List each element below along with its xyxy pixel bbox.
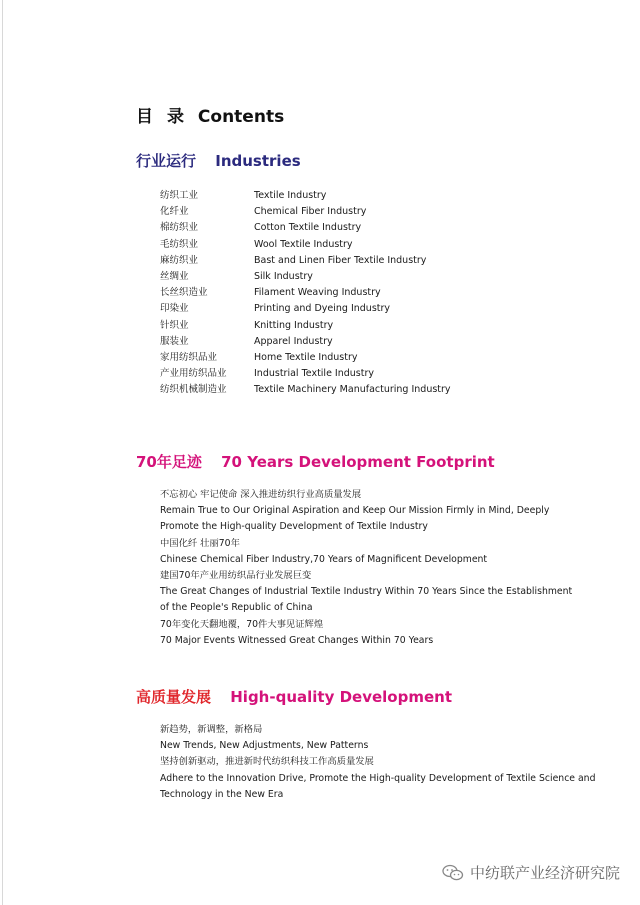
watermark-text: 中纺联产业经济研究院	[469, 864, 620, 882]
item-cn: 针织业	[160, 319, 189, 331]
section-heading-en: High-quality Development	[230, 688, 452, 706]
item-en: Knitting Industry	[254, 319, 334, 331]
text-line: 70年变化天翻地覆，70件大事见证辉煌	[160, 618, 324, 630]
page-edge-line	[2, 0, 3, 905]
item-en: Printing and Dyeing Industry	[254, 303, 391, 315]
page-title-en: Contents	[197, 107, 285, 127]
section-high-quality-entries	[160, 722, 595, 803]
wechat-icon	[442, 864, 464, 882]
text-line: New Trends, New Adjustments, New Patterns	[160, 740, 369, 752]
section-heading-cn: 高质量发展	[136, 688, 212, 706]
text-line: 中国化纤 壮丽70年	[160, 537, 240, 549]
section-heading-cn: 行业运行	[136, 152, 197, 170]
text-line: of the People's Republic of China	[160, 602, 313, 614]
item-en: Silk Industry	[254, 270, 313, 282]
item-cn: 麻纺织业	[160, 254, 199, 266]
section-heading-high-quality	[136, 686, 452, 707]
item-cn: 印染业	[160, 303, 189, 315]
item-en: Textile Industry	[254, 190, 327, 201]
text-line: Remain True to Our Original Aspiration and Keep Our Mission Firmly in Mind, Deeply	[160, 505, 550, 517]
item-cn: 长丝织造业	[160, 287, 208, 299]
item-en: Filament Weaving Industry	[254, 287, 381, 299]
item-en: Bast and Linen Fiber Textile Industry	[254, 254, 427, 266]
watermark	[442, 862, 620, 883]
section-heading-cn: 70年足迹	[136, 453, 202, 471]
item-cn: 化纤业	[160, 206, 189, 218]
text-line: 不忘初心 牢记使命 深入推进纺织行业高质量发展	[160, 489, 362, 500]
item-cn: 纺织机械制造业	[160, 384, 227, 396]
item-cn: 毛纺织业	[160, 238, 199, 250]
text-line: 新趋势，新调整，新格局	[160, 724, 263, 735]
item-cn: 纺织工业	[160, 190, 199, 201]
item-en: Chemical Fiber Industry	[254, 206, 367, 218]
section-70-years-entries	[160, 487, 572, 649]
section-heading-industries	[136, 150, 301, 171]
section-heading-en: Industries	[215, 152, 301, 170]
item-en: Home Textile Industry	[254, 351, 358, 363]
text-line: Technology in the New Era	[160, 788, 284, 800]
item-en: Textile Machinery Manufacturing Industry	[254, 384, 451, 396]
item-en: Cotton Textile Industry	[254, 222, 362, 234]
text-line: Promote the High-quality Development of Textile Industry	[160, 521, 428, 533]
item-cn: 丝绸业	[160, 270, 189, 282]
section-heading-en: 70 Years Development Footprint	[221, 453, 495, 471]
page-title-cn: 目录	[136, 107, 198, 127]
item-en: Apparel Industry	[254, 335, 333, 347]
text-line: Adhere to the Innovation Drive, Promote the High-quality Development of Textile Science and	[160, 772, 596, 784]
item-en: Wool Textile Industry	[254, 238, 353, 250]
item-cn: 棉纺织业	[160, 222, 199, 234]
item-cn: 服装业	[160, 335, 189, 347]
text-line: Chinese Chemical Fiber Industry,70 Years of Magnificent Development	[160, 553, 488, 565]
page-title	[136, 102, 284, 127]
item-en: Industrial Textile Industry	[254, 368, 375, 380]
text-line: 建国70年产业用纺织品行业发展巨变	[160, 570, 312, 582]
text-line: The Great Changes of Industrial Textile Industry Within 70 Years Since the Establishment	[160, 586, 573, 598]
item-cn: 家用纺织品业	[160, 351, 218, 363]
text-line: 70 Major Events Witnessed Great Changes Within 70 Years	[160, 634, 434, 646]
section-heading-70-years	[136, 451, 495, 472]
text-line: 坚持创新驱动，推进新时代纺织科技工作高质量发展	[160, 756, 374, 768]
item-cn: 产业用纺织品业	[160, 368, 227, 380]
